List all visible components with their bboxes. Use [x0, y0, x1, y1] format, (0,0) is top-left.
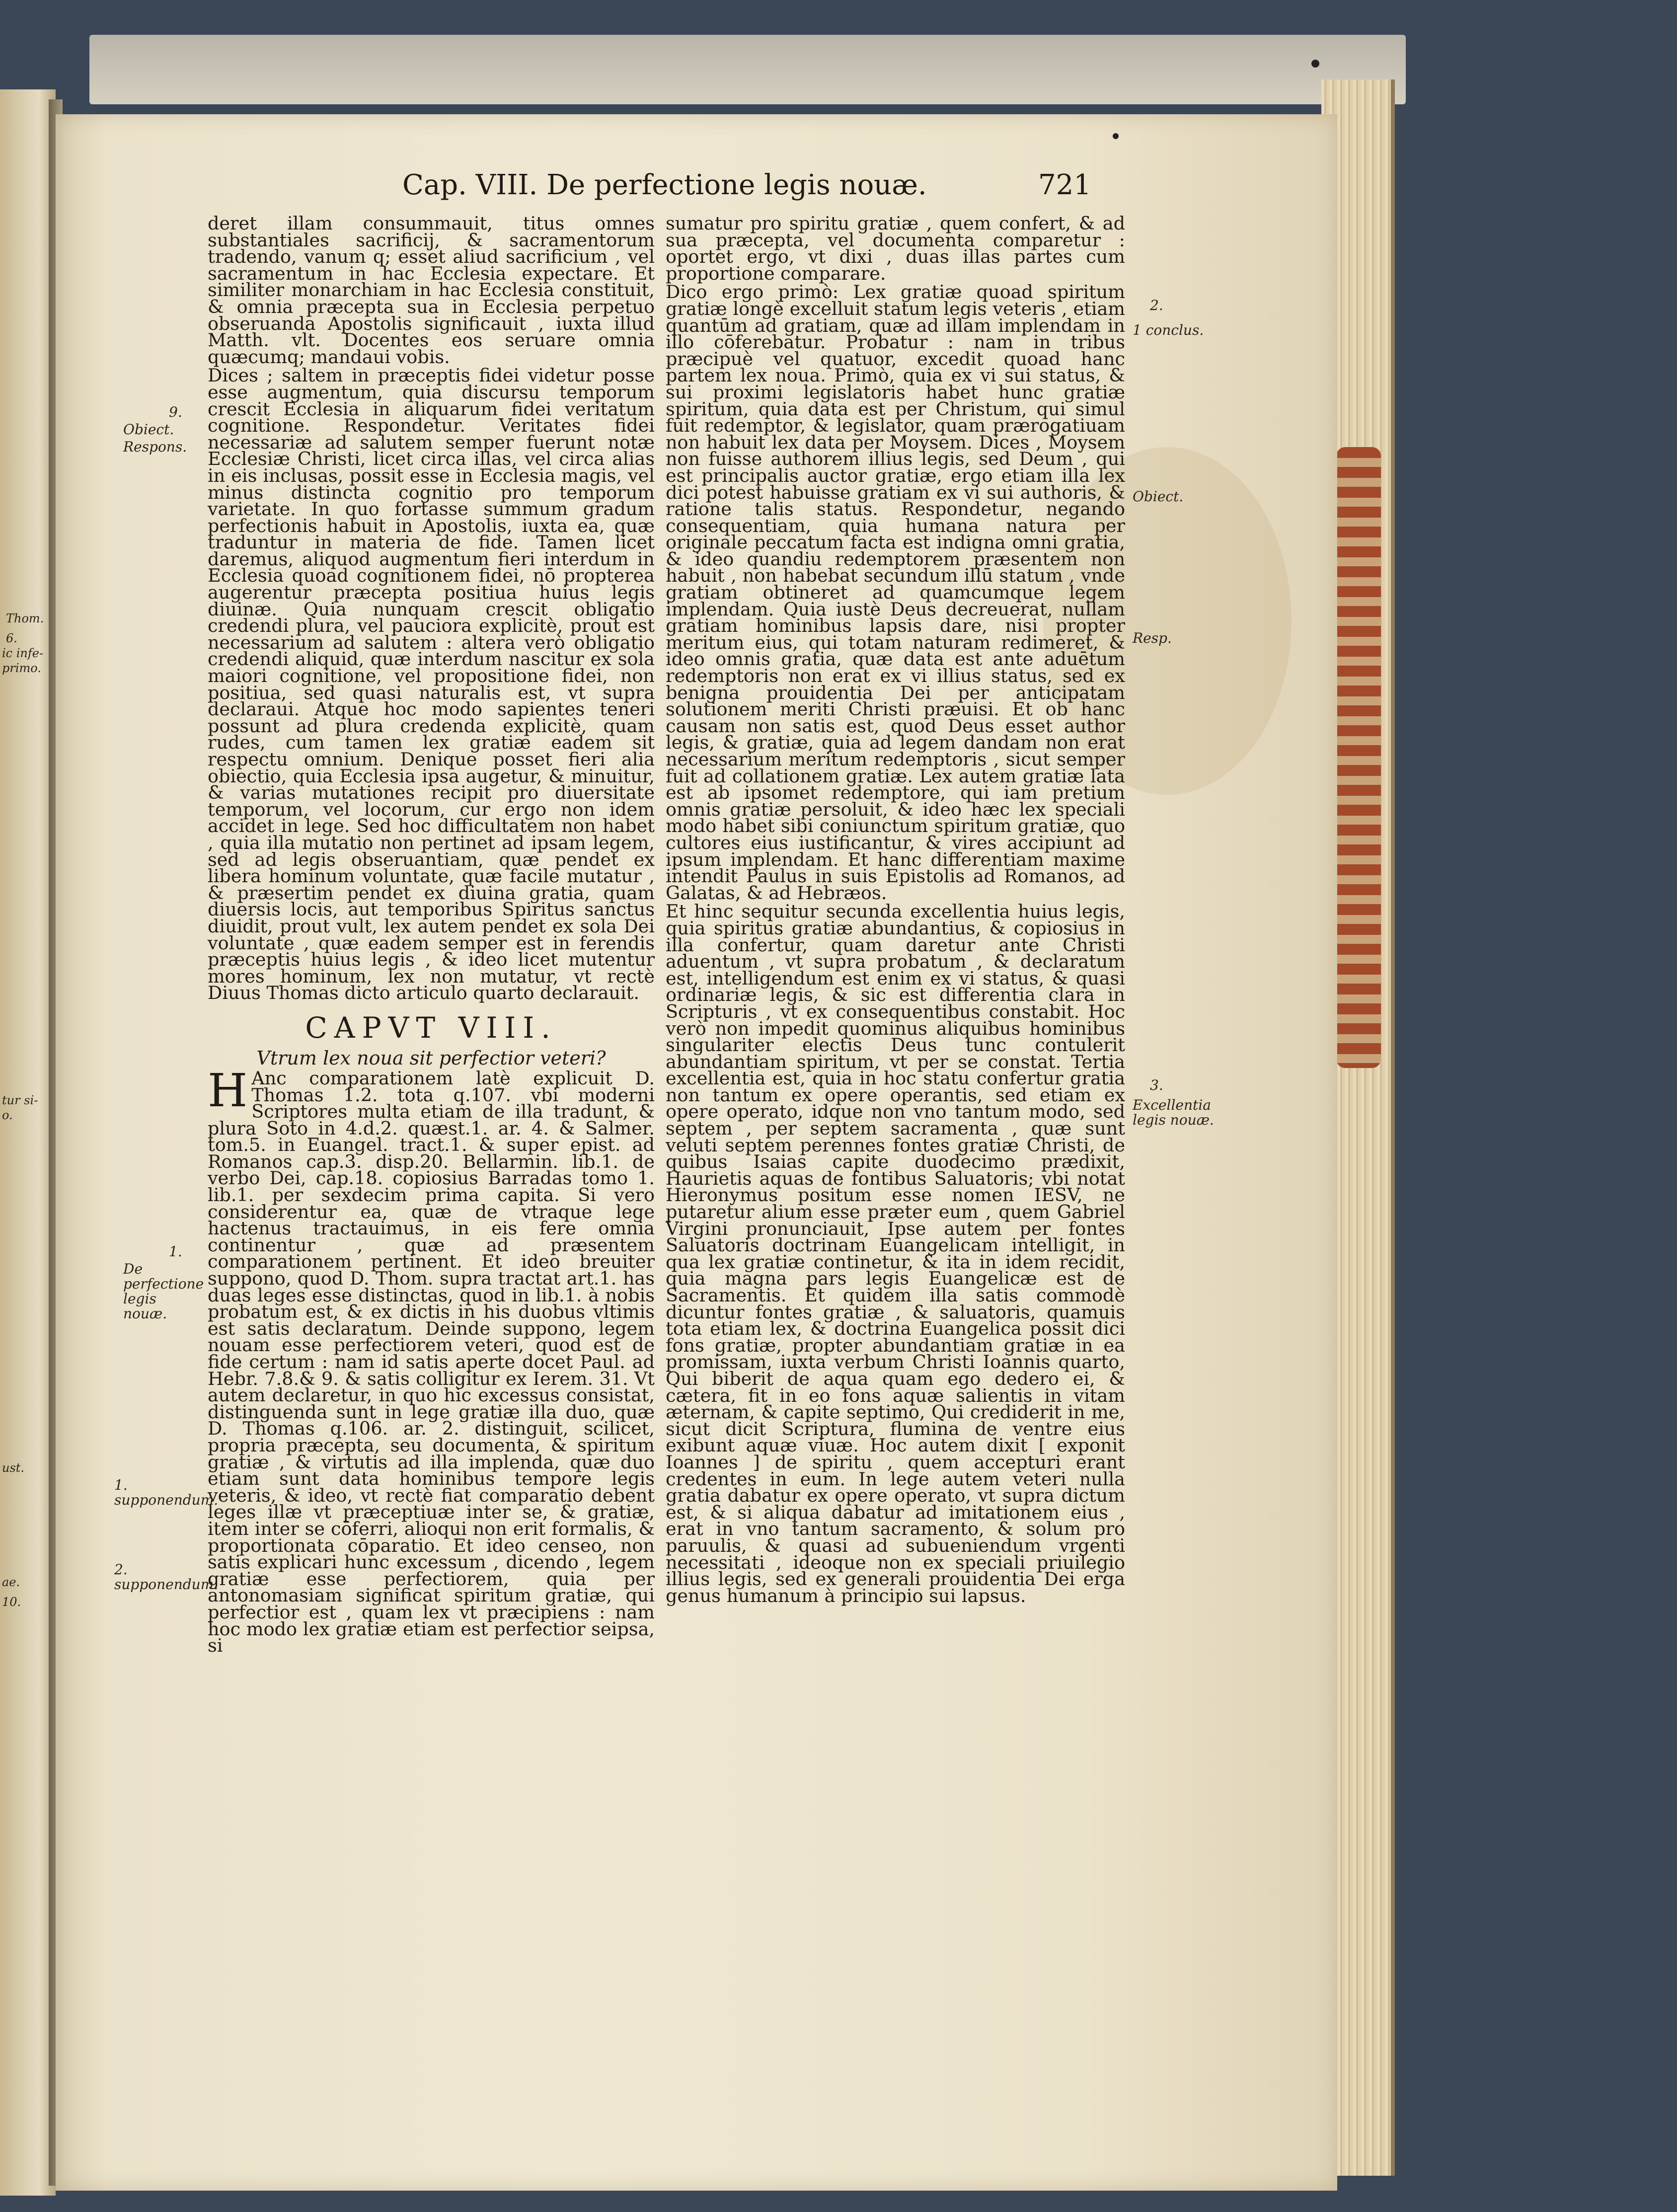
drop-cap: H — [208, 1064, 248, 1117]
paragraph: Anc comparationem latè explicuit D. Thomas 1.2. tota q.107. vbi moderni Scriptores multa etiam de illa tradunt, & plura Soto in 4.d.2. quæst.1. ar. 4. & Salmer. tom.5. in Euangel. tract.1. & super epist. ad Romanos cap.3. disp.20. Bellarmin. lib.1. de verbo Dei, cap.18. copiosius Barradas tomo 1. lib.1. per sexdecim prima capita. Si vero considerentur ea, quæ de vtraque lege hactenus tractauimus, in eis fere omnia continentur , quæ ad præsentem comparationem pertinent. Et ideo breuiter suppono, quod D. Thom. supra tractat art.1. has duas leges esse distinctas, quod in lib.1. à nobis probatum est, & ex dictis in his duobus vltimis est satis declaratum. Deinde suppono, legem nouam esse perfectiorem veteri, quod est de fide certum : nam id satis aperte docet Paul. ad Hebr. 7.8.& 9. & satis colligitur ex Ierem. 31. Vt autem declaretur, in quo hic excessus consistat, distinguenda sunt in lege gratiæ illa duo, quæ D. Thomas q.106. ar. 2. distinguit, scilicet, propria præcepta, seu documenta, & spiritum gratiæ , & virtutis ad illa implenda, quæ duo etiam sunt data hominibus tempore legis veteris, & ideo, vt rectè fiat comparatio debent leges illæ vt præceptiuæ inter se, & gratiæ, item inter se cōferri, alioqui non erit formalis, & proportionata cōparatio. Et ideo censeo, non satis explicari hunc excessum , dicendo , legem gratiæ esse perfectiorem, quia per antonomasiam significat spiritum gratiæ, qui perfectior est , quam lex vt præcipiens : nam hoc modo lex gratiæ etiam est perfectior seipsa, si — [208, 1067, 655, 1657]
right-column — [666, 215, 1125, 1969]
left-fragment: ust. — [2, 1461, 25, 1475]
left-fragment: ic infe- — [2, 646, 44, 660]
running-head: Cap. VIII. De perfectione legis nouæ. — [402, 169, 927, 201]
margin-number: 9. — [169, 404, 182, 420]
left-fragment: primo. — [2, 661, 41, 675]
paragraph: Dices ; saltem in præceptis fidei videtur posse esse augmentum, quia discursu temporum crescit Ecclesia in aliquarum fidei veritatum cognitione. Respondetur. Veritates fidei necessariæ ad salutem semper fuerunt notæ Ecclesiæ Christi, licet circa illas, vel circa alias in eis inclusas, possit esse in Ecclesia magis, vel minus distincta cognitio pro temporum varietate. In quo fortasse summum gradum perfectionis habuit in Apostolis, iuxta ea, quæ traduntur in materia de fide. Tamen licet daremus, aliquod augmentum fieri interdum in Ecclesia quoad cognitionem fidei, nō propterea augerentur præcepta positiua huius legis diuinæ. Quia nunquam crescit obligatio credendi plura, vel pauciora explicitè, prout est necessarium ad salutem : altera verò obligatio credendi aliquid, quæ interdum nascitur ex sola maiori cognitione, vel propositione fidei, non positiua, sed quasi naturalis est, vt supra declaraui. Atque hoc modo sapientes teneri possunt ad plura credenda explicitè, quam rudes, cum tamen lex gratiæ eadem sit respectu omnium. Denique posset fieri alia obiectio, quia Ecclesia ipsa augetur, & minuitur, & varias mutationes recipit pro diuersitate temporum, vel locorum, cur ergo non idem accidet in lege. Sed hoc difficultatem non habet , quia illa mutatio non pertinet ad ipsam legem, sed ad legis obseruantiam, quæ pendet ex libera hominum voluntate, quæ facile mutatur , & præsertim pendet ex diuina gratia, quam diuersis locis, aut temporibus Spiritus sanctus diuidit, prout vult, lex autem pendet ex sola Dei voluntate , quæ eadem semper est in ferendis præceptis huius legis , & ideo licet mutentur mores hominum, lex non mutatur, vt rectè Diuus Thomas dicto articulo quarto declarauit. — [208, 365, 655, 1004]
margin-de-perfectione: De perfectione legis nouæ. — [123, 1261, 204, 1322]
margin-obiectio: Obiect. — [1133, 488, 1184, 505]
margin-number: 1. — [169, 1243, 182, 1260]
ink-dot — [1311, 60, 1319, 68]
left-fragment: 10. — [2, 1595, 21, 1609]
left-fragment: tur si- — [2, 1093, 38, 1107]
left-fragment: ae. — [2, 1575, 20, 1589]
margin-responsio: Resp. — [1133, 630, 1172, 646]
margin-number: 2. — [1150, 297, 1163, 313]
paragraph: Et hinc sequitur secunda excellentia huius legis, quia spiritus gratiæ abundantius, & copiosius in illa confertur, quam daretur ante Christi aduentum , vt supra probatum , & declaratum est, intelligendum est enim ex vi status, & quasi ordinariæ legis, & sic est differentia clara in Scripturis , vt ex consequentibus constabit. Hoc verò non impedit quominus aliquibus hominibus singulariter electis Deus tunc contulerit abundantiam spiritum, vt per se constat. Tertia excellentia est, quia in hoc statu confertur gratia non tantum ex opere operantis, sed etiam ex opere operato, idque non vno tantum modo, sed septem , per septem sacramenta , quæ sunt veluti septem perennes fontes gratiæ Christi, de quibus Isaias capite duodecimo prædixit, Haurietis aquas de fontibus Saluatoris; vbi notat Hieronymus positum esse nomen IESV, ne putaretur alium esse præter eum , quem Gabriel Virgini pronunciauit, Ipse autem per fontes Saluatoris doctrinam Euangelicam intelligit, in qua lex gratiæ continetur, & ita in idem recidit, quia magna pars legis Euangelicæ est de Sacramentis. Et quidem illa satis commodè dicuntur fontes gratiæ , & saluatoris, quamuis tota etiam lex, & doctrina Euangelica possit dici fons gratiæ, propter abundantiam gratiæ in ea promissam, iuxta verbum Christi Ioannis quarto, Qui biberit de aqua quam ego dedero ei, & cætera, fit in eo fons aquæ salientis in vitam æternam, & capite septimo, Qui crediderit in me, sicut dicit Scriptura, flumina de ventre eius exibunt aquæ viuæ. Hoc autem dixit [ exponit Ioannes ] de spiritu , quem accepturi erant credentes in eum. In lege autem veteri nulla gratia dabatur ex opere operato, vt supra dictum est, & si aliqua dabatur ad imitationem eius , erat in vno tantum sacramento, & solum pro paruulis, & quasi ad subueniendum vrgenti necessitati , ideoque non ex speciali priuilegio illius legis, sed ex generali prouidentia Dei erga genus humanum à principio sui lapsus. — [666, 901, 1125, 1606]
left-page-edge — [0, 89, 56, 2196]
paragraph: deret illam consummauit, titus omnes substantiales sacrificij, & sacramentorum tradendo, vanum q; esset aliud sacrificium , vel sacramentum in hac Ecclesia expectare. Et similiter monarchiam in hac Ecclesia constituit, & omnia præcepta sua in Ecclesia perpetuo obseruanda Apostolis significauit , iuxta illud Matth. vlt. Docentes eos seruare omnia quæcumq; mandaui vobis. — [208, 213, 655, 368]
ink-dot — [1113, 133, 1119, 139]
chapter-title: CAPVT VIII. — [305, 1010, 557, 1045]
left-fragment: Thom. — [6, 611, 44, 625]
left-column — [208, 215, 655, 1969]
chapter-subtitle: Vtrum lex noua sit perfectior veteri? — [256, 1047, 606, 1069]
margin-number: 3. — [1150, 1077, 1163, 1093]
left-fragment: 6. — [6, 631, 17, 645]
left-fragment: o. — [2, 1108, 13, 1122]
margin-responsio: Respons. — [123, 439, 187, 455]
margin-excellentia: Excellentia legis nouæ. — [1133, 1097, 1214, 1128]
margin-obiectio: Obiect. — [123, 421, 174, 438]
margin-conclusio: 1 conclus. — [1133, 322, 1204, 338]
paragraph: Dico ergo primò: Lex gratiæ quoad spiritum gratiæ longè excelluit statum legis veteris , etiam quantūm ad gratiam, quæ ad illam implendam in illo cōferebatur. Probatur : nam in tribus præcipuè vel quatuor, excedit quoad hanc partem lex noua. Primò, quia ex vi sui status, & sui proximi legislatoris habet hunc gratiæ spiritum, quia data est per Christum, qui simul fuit redemptor, & legislator, quam prærogatiuam non habuit lex data per Moysem. Dices , Moysem non fuisse authorem illius legis, sed Deum , qui est principalis auctor gratiæ, ergo etiam illa lex dici potest habuisse gratiam ex vi sui authoris, & ratione talis status. Respondetur, negando consequentiam, quia humana natura per originale peccatum facta est indigna omni gratia, & ideo quandiu redemptorem præsentem non habuit , non habebat secundum illū statum , vnde gratiam obtineret ad quamcumque legem implendam. Quia iustè Deus decreuerat, nullam gratiam hominibus lapsis dare, nisi propter meritum eius, qui totam naturam redimeret, & ideo omnis gratia, quæ data est ante aduētum redemptoris non erat ex vi illius status, sed ex benigna prouidentia Dei per anticipatam solutionem meriti Christi præuisi. Et ob hanc causam non satis est, quod Deus esset author legis, & gratiæ, quia ad legem dandam non erat necessarium meritum redemptoris , sicut semper fuit ad collationem gratiæ. Lex autem gratiæ lata est ab ipsomet redemptore, qui iam pretium omnis gratiæ persoluit, & ideo hæc lex speciali modo habet sibi coniunctum spiritum gratiæ, quo cultores eius iustificantur, & vires accipiunt ad ipsum implendam. Et hanc differentiam maxime intendit Paulus in suis Epistolis ad Romanos, ad Galatas, & ad Hebræos. — [666, 281, 1125, 904]
headband — [1336, 447, 1381, 1068]
paragraph: sumatur pro spiritu gratiæ , quem confert, & ad sua præcepta, vel documenta comparetur : oportet ergo, vt dixi , duas illas partes cum proportione comparare. — [666, 213, 1125, 284]
folio: 721 — [1038, 169, 1091, 201]
book-cover-top — [89, 35, 1406, 104]
margin-supponendum-1: 1. supponendum. — [114, 1477, 219, 1508]
margin-supponendum-2: 2. supponendum. — [114, 1561, 219, 1593]
